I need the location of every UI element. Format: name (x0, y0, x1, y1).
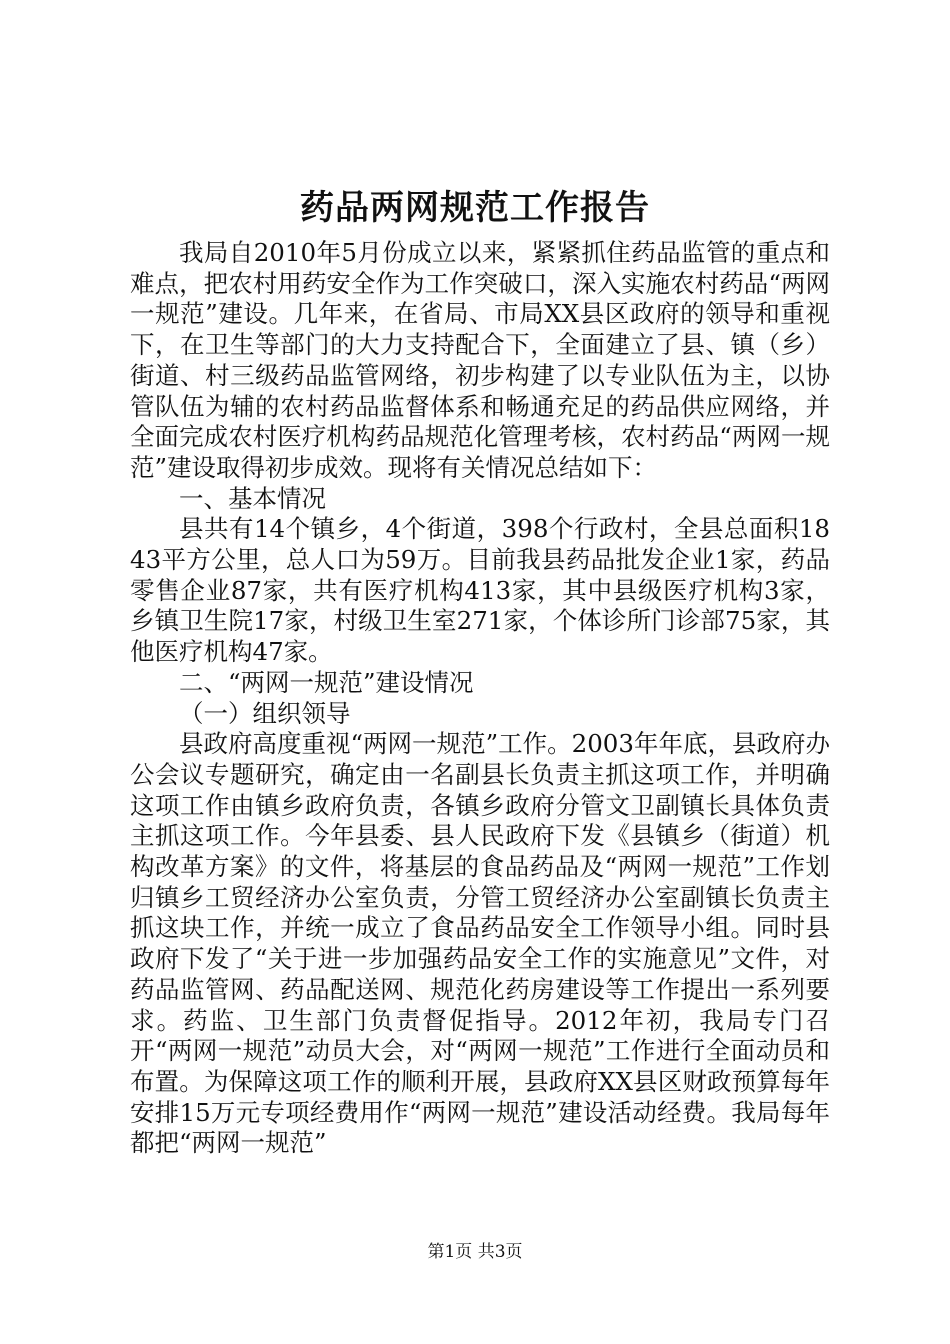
paragraph-leadership: 县政府高度重视“两网一规范”工作。2003年年底，县政府办公会议专题研究，确定由一名副县长负责主抓这项工作，并明确这项工作由镇乡政府负责，各镇乡政府分管文卫副镇长具体负责主抓这项工作。今年县委、县人民政府下发《县镇乡（街道）机构改革方案》的文件，将基层的食品药品及“两网一规范”工作划归镇乡工贸经济办公室负责，分管工贸经济办公室副镇长负责主抓这块工作，并统一成立了食品药品安全工作领导小组。同时县政府下发了“关于进一步加强药品安全工作的实施意见”文件，对药品监管网、药品配送网、规范化药房建设等工作提出一系列要求。药监、卫生部门负责督促指导。2012年初，我局专门召开“两网一规范”动员大会，对“两网一规范”工作进行全面动员和布置。为保障这项工作的顺利开展，县政府XX县区财政预算每年安排15万元专项经费用作“两网一规范”建设活动经费。我局每年都把“两网一规范” (130, 729, 830, 1158)
document-body (130, 238, 830, 1159)
subsection-heading-leadership: （一）组织领导 (179, 698, 351, 728)
paragraph-basic-info: 县共有14个镇乡，4个街道，398个行政村，全县总面积1843平方公里，总人口为59万。目前我县药品批发企业1家，药品零售企业87家，共有医疗机构413家，其中县级医疗机构3家，乡镇卫生院17家，村级卫生室271家，个体诊所门诊部75家，其他医疗机构47家。 (130, 514, 830, 667)
page-number-footer: 第1页 共3页 (427, 1242, 523, 1262)
section-heading-basic-info: 一、基本情况 (179, 483, 326, 513)
document-title: 药品两网规范工作报告 (300, 188, 650, 228)
paragraph-intro: 我局自2010年5月份成立以来，紧紧抓住药品监管的重点和难点，把农村用药安全作为工作突破口，深入实施农村药品“两网一规范”建设。几年来，在省局、市局XX县区政府的领导和重视下，在卫生等部门的大力支持配合下，全面建立了县、镇（乡）街道、村三级药品监管网络，初步构建了以专业队伍为主，以协管队伍为辅的农村药品监督体系和畅通充足的药品供应网络，并全面完成农村医疗机构药品规范化管理考核，农村药品“两网一规范”建设取得初步成效。现将有关情况总结如下： (130, 238, 830, 482)
section-heading-construction: 二、“两网一规范”建设情况 (179, 667, 474, 697)
